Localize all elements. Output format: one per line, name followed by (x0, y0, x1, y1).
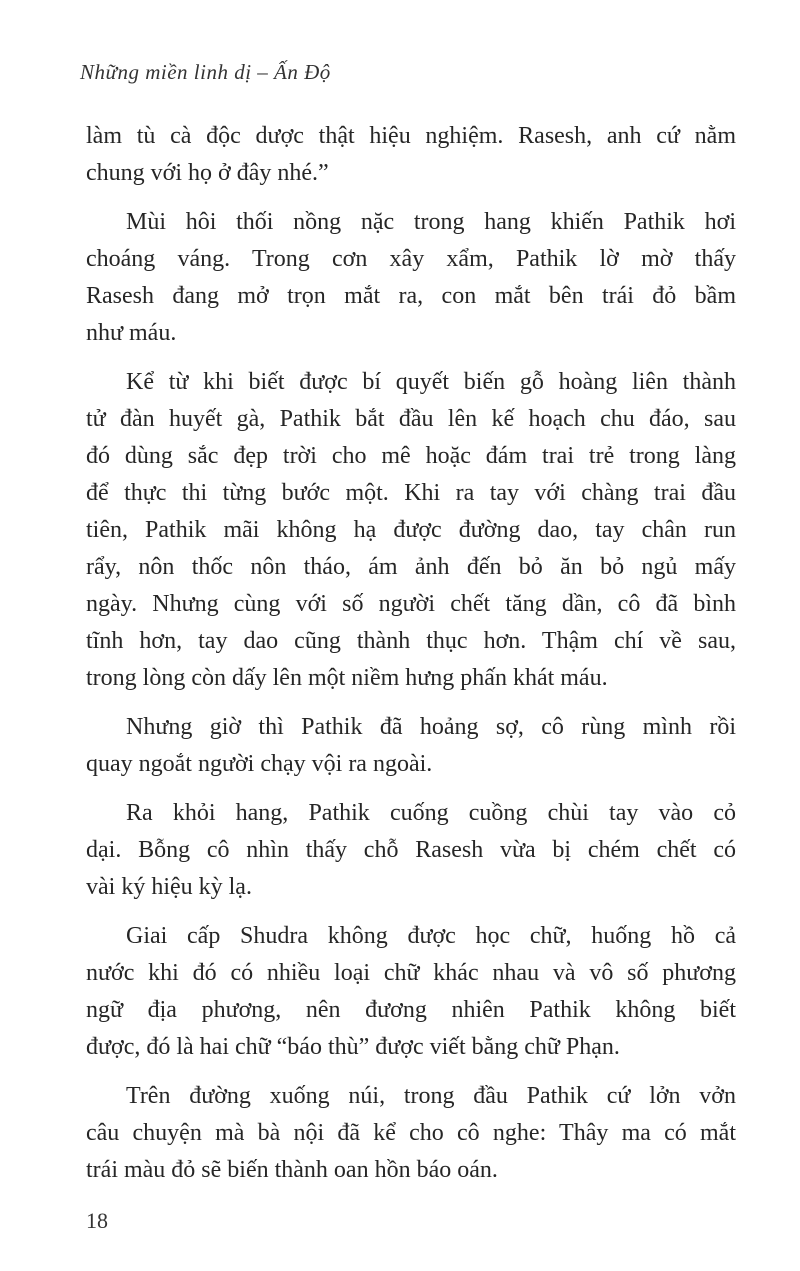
text-line: dại. Bỗng cô nhìn thấy chỗ Rasesh vừa bị chém chết có (86, 837, 736, 863)
paragraph (86, 118, 736, 192)
text-line: câu chuyện mà bà nội đã kể cho cô nghe: Thây ma có mắt (86, 1120, 736, 1146)
text-line: nước khi đó có nhiều loại chữ khác nhau và vô số phương (86, 960, 736, 986)
paragraph (86, 364, 736, 697)
text-line: Nhưng giờ thì Pathik đã hoảng sợ, cô rùng mình rồi (126, 714, 736, 740)
text-line: như máu. (86, 320, 177, 346)
text-line: tử đàn huyết gà, Pathik bắt đầu lên kế hoạch chu đáo, sau (86, 406, 736, 432)
text-line: trái màu đỏ sẽ biến thành oan hồn báo oán. (86, 1157, 498, 1183)
text-line: để thực thi từng bước một. Khi ra tay với chàng trai đầu (86, 480, 736, 506)
text-line: trong lòng còn dấy lên một niềm hưng phấn khát máu. (86, 665, 608, 691)
text-line: ngày. Nhưng cùng với số người chết tăng dần, cô đã bình (86, 591, 736, 617)
text-line: Trên đường xuống núi, trong đầu Pathik cứ lởn vởn (126, 1083, 736, 1109)
text-line: Mùi hôi thối nồng nặc trong hang khiến Pathik hơi (126, 209, 736, 235)
text-line: Giai cấp Shudra không được học chữ, huống hồ cả (126, 923, 736, 949)
paragraph (86, 1078, 736, 1189)
text-line: đó dùng sắc đẹp trời cho mê hoặc đám trai trẻ trong làng (86, 443, 736, 469)
text-line: Kể từ khi biết được bí quyết biến gỗ hoàng liên thành (126, 369, 736, 395)
text-line: tĩnh hơn, tay dao cũng thành thục hơn. Thậm chí về sau, (86, 628, 736, 654)
text-line: chung với họ ở đây nhé.” (86, 160, 329, 186)
text-line: được, đó là hai chữ “báo thù” được viết bằng chữ Phạn. (86, 1034, 620, 1060)
text-line: choáng váng. Trong cơn xây xẩm, Pathik lờ mờ thấy (86, 246, 736, 272)
text-line: Ra khỏi hang, Pathik cuống cuồng chùi tay vào cỏ (126, 800, 736, 826)
page-number: 18 (86, 1208, 108, 1233)
paragraph (86, 709, 736, 783)
text-line: làm tù cà độc dược thật hiệu nghiệm. Rasesh, anh cứ nằm (86, 123, 736, 149)
body-text (86, 118, 736, 1201)
text-line: vài ký hiệu kỳ lạ. (86, 874, 252, 900)
paragraph (86, 918, 736, 1066)
running-head: Những miền linh dị – Ấn Độ (80, 60, 331, 84)
text-line: tiên, Pathik mãi không hạ được đường dao, tay chân run (86, 517, 736, 543)
text-line: Rasesh đang mở trọn mắt ra, con mắt bên trái đỏ bầm (86, 283, 736, 309)
text-line: rẩy, nôn thốc nôn tháo, ám ảnh đến bỏ ăn bỏ ngủ mấy (86, 554, 736, 580)
text-line: quay ngoắt người chạy vội ra ngoài. (86, 751, 433, 777)
paragraph (86, 204, 736, 352)
text-line: ngữ địa phương, nên đương nhiên Pathik không biết (86, 997, 736, 1023)
paragraph (86, 795, 736, 906)
